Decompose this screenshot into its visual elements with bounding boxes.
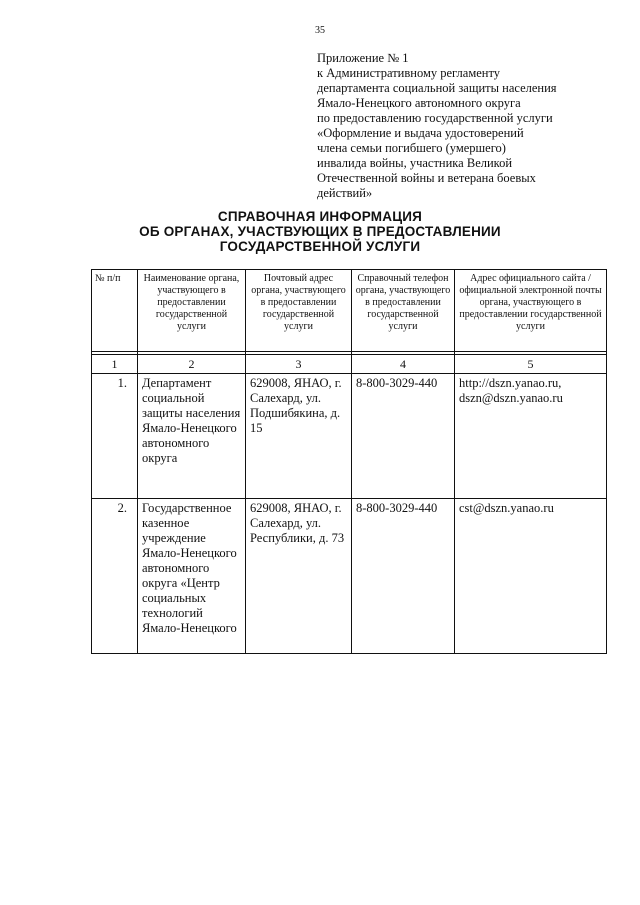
- appendix-line: действий»: [317, 186, 373, 200]
- appendix-line: Ямало-Ненецкого автономного округа: [317, 96, 521, 110]
- appendix-line: Приложение № 1: [317, 51, 409, 65]
- website-email: cst@dszn.yanao.ru: [455, 499, 607, 654]
- appendix-line: члена семьи погибшего (умершего): [317, 141, 506, 155]
- appendix-header: [317, 51, 617, 201]
- document-title: [0, 209, 640, 254]
- header-phone: Справочный телефон органа, участвующего в предоставлении государственной услуги: [352, 270, 455, 352]
- title-line: ГОСУДАРСТВЕННОЙ УСЛУГИ: [219, 239, 421, 254]
- column-number-row: [92, 355, 607, 374]
- column-number: 5: [455, 355, 607, 374]
- table-row: [92, 374, 607, 499]
- table-header-row: [92, 270, 607, 352]
- column-number: 2: [138, 355, 246, 374]
- table-row: [92, 499, 607, 654]
- appendix-line: Отечественной войны и ветерана боевых: [317, 171, 536, 185]
- title-line: СПРАВОЧНАЯ ИНФОРМАЦИЯ: [217, 209, 423, 224]
- header-number: № п/п: [92, 270, 138, 352]
- appendix-line: к Административному регламенту: [317, 66, 501, 80]
- row-number: 2.: [92, 499, 138, 654]
- appendix-line: «Оформление и выдача удостоверений: [317, 126, 524, 140]
- header-agency-name: Наименование органа, участвующего в предоставлении государственной услуги: [138, 270, 246, 352]
- website-email: http://dszn.yanao.ru, dszn@dszn.yanao.ru: [455, 374, 607, 499]
- phone-number: 8-800-3029-440: [352, 499, 455, 654]
- title-line: ОБ ОРГАНАХ, УЧАСТВУЮЩИХ В ПРЕДОСТАВЛЕНИИ: [139, 224, 501, 239]
- postal-address: 629008, ЯНАО, г. Салехард, ул. Республики, д. 73: [246, 499, 352, 654]
- column-number: 1: [92, 355, 138, 374]
- column-number: 4: [352, 355, 455, 374]
- appendix-line: инвалида войны, участника Великой: [317, 156, 513, 170]
- phone-number: 8-800-3029-440: [352, 374, 455, 499]
- agency-name: Государственное казенное учреждение Ямало-Ненецкого автономного округа «Центр социальных технологий Ямало-Ненецкого: [138, 499, 246, 654]
- row-number: 1.: [92, 374, 138, 499]
- header-website-email: Адрес официального сайта /официальной электронной почты органа, участвующего в предоставлении государственной услуги: [455, 270, 607, 352]
- column-number: 3: [246, 355, 352, 374]
- postal-address: 629008, ЯНАО, г. Салехард, ул. Подшибякина, д. 15: [246, 374, 352, 499]
- appendix-line: по предоставлению государственной услуги: [317, 111, 553, 125]
- agency-name: Департамент социальной защиты населения Ямало-Ненецкого автономного округа: [138, 374, 246, 499]
- header-postal-address: Почтовый адрес органа, участвующего в предоставлении государственной услуги: [246, 270, 352, 352]
- appendix-line: департамента социальной защиты населения: [317, 81, 557, 95]
- page-number: 35: [315, 25, 325, 36]
- agencies-table: [91, 269, 607, 654]
